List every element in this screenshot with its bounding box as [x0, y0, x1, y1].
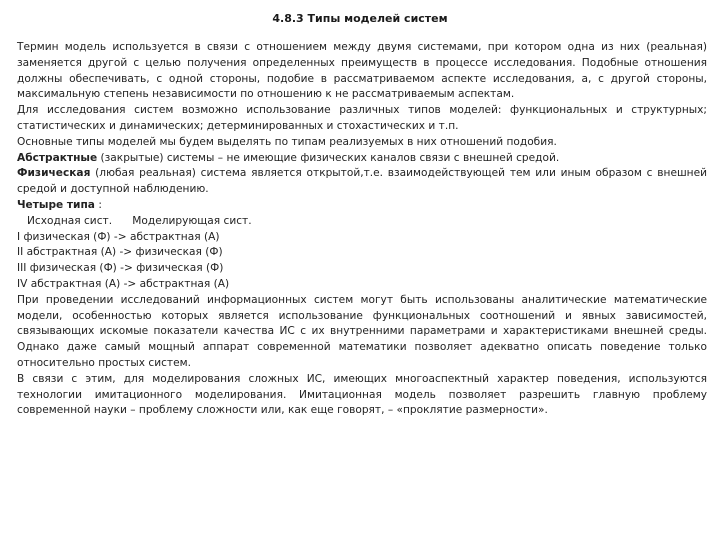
paragraph-simulation-models: В связи с этим, для моделирования сложных ИС, имеющих многоаспектный характер поведения, используются технологии имитационного моделирования. Имитационная модель позволяет разрешить главную проблему современной науки – проблему сложности или, как еще говорят, – «проклятие размерности». — [17, 372, 707, 417]
types-heading-suffix: : — [94, 198, 102, 211]
paragraph-analytical-models: При проведении исследований информационных систем могут быть использованы аналитические математические модели, особенностью которых является использование функциональных соотношений и явных зависимостей, связывающих искомые показатели качества ИС с их внутренними параметрами и характеристиками внешней среды. Однако даже самый мощный аппарат современной математики позволяет адекватно описать поведение только относительно простых систем. — [17, 293, 707, 369]
types-heading: Четыре типа — [17, 198, 95, 211]
type-item: I физическая (Ф) -> абстрактная (А) — [17, 230, 220, 243]
paragraph-model-kinds: Для исследования систем возможно использование различных типов моделей: функциональных и структурных; статистических и динамических; детерминированных и стохастических и т.п. — [17, 104, 707, 132]
type-item: III физическая (Ф) -> физическая (Ф) — [17, 262, 224, 275]
slide-body — [17, 40, 707, 419]
paragraph-physical-systems — [17, 166, 707, 198]
types-heading-line — [17, 198, 707, 214]
type-item: IV абстрактная (А) -> абстрактная (А) — [17, 277, 230, 290]
term-abstract: Абстрактные — [17, 151, 98, 164]
paragraph-similarity-types: Основные типы моделей мы будем выделять по типам реализуемых в них отношений подобия. — [17, 135, 557, 148]
types-column-header: Исходная сист. Моделирующая сист. — [27, 214, 252, 227]
paragraph-model-definition: Термин модель используется в связи с отношением между двумя системами, при котором одна из них (реальная) заменяется другой с целью получения определенных преимуществ в процессе исследования. Подобные отношения должны обеспечивать, с одной стороны, подобие в рассматриваемом аспекте исследования, а, с другой стороны, максимальную степень независимости по отношению к не рассматриваемым аспектам. — [17, 41, 707, 101]
paragraph-abstract-systems — [17, 151, 707, 167]
abstract-definition: (закрытые) системы – не имеющие физических каналов связи с внешней средой. — [97, 151, 560, 164]
type-item: II абстрактная (А) -> физическая (Ф) — [17, 246, 223, 259]
term-physical: Физическая — [17, 167, 91, 180]
slide-title: 4.8.3 Типы моделей систем — [272, 12, 448, 25]
physical-definition: (любая реальная) система является открытой,т.е. взаимодействующей тем или иным образом с внешней средой и доступной наблюдению. — [17, 167, 707, 196]
